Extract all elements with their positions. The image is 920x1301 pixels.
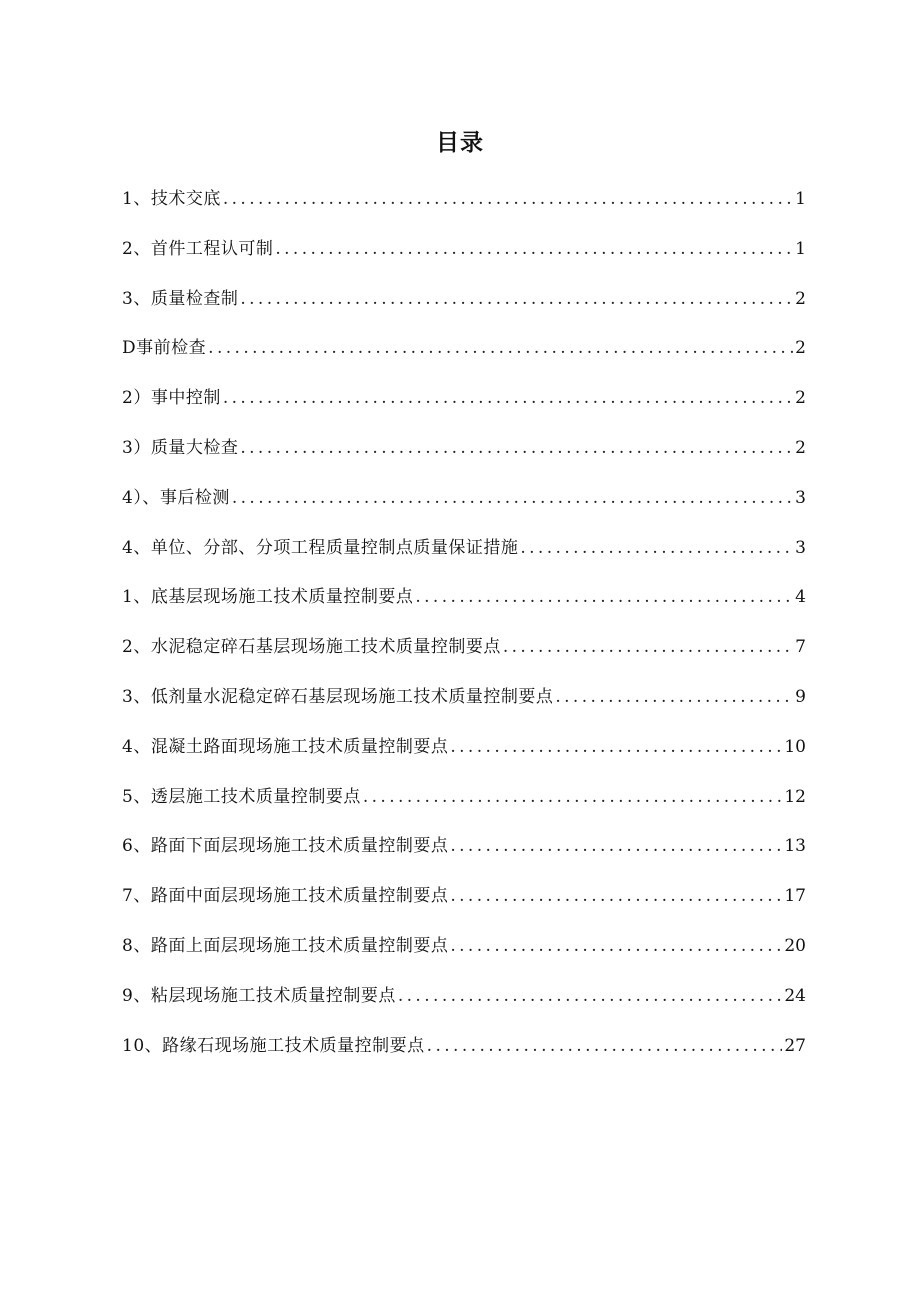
toc-entry [122,729,806,779]
toc-entry [122,878,806,928]
toc-page-number: 3 [795,537,806,558]
toc-dot-leader [518,530,793,566]
toc-page-number: 3 [795,487,806,508]
toc-title: 目录 [436,130,484,156]
toc-dot-leader [361,779,783,815]
toc-entry [122,579,806,629]
toc-entry-text: 2）事中控制 [122,388,221,409]
toc-dot-leader [425,1028,783,1064]
toc-dot-leader [238,430,793,466]
toc-page-number: 17 [784,886,806,907]
toc-entry-text: 2、水泥稳定碎石基层现场施工技术质量控制要点 [122,637,501,658]
toc-dot-leader [448,878,782,914]
toc-page-number: 1 [795,189,806,209]
toc-entry [122,480,806,530]
toc-page-number: 2 [795,388,806,409]
toc-entry [122,181,806,231]
toc-dot-leader [448,928,782,964]
toc-page-number: 24 [784,985,806,1006]
toc-entry-text: 8、路面上面层现场施工技术质量控制要点 [122,935,449,956]
toc-dot-leader [553,679,793,715]
toc-page-number: 12 [784,786,806,807]
toc-page-number: 9 [795,686,806,707]
toc-entry [122,530,806,580]
toc-list [122,181,806,1077]
toc-entry-text: 4、单位、分部、分项工程质量控制点质量保证措施 [122,537,519,558]
toc-entry-text: 7、路面中面层现场施工技术质量控制要点 [122,886,449,907]
toc-entry-text: 3、质量检查制 [122,288,239,309]
toc-dot-leader [206,330,793,366]
toc-dot-leader [501,629,793,665]
toc-entry-text: 3）质量大检查 [122,437,239,458]
toc-page-number: 4 [795,587,806,608]
toc-entry [122,779,806,829]
toc-page-number: 2 [795,338,806,359]
toc-entry [122,330,806,380]
toc-entry [122,380,806,430]
toc-entry-text: 4）、事后检测 [122,487,230,508]
toc-entry-text: 2、首件工程认可制 [122,238,274,259]
toc-entry [122,281,806,331]
toc-entry-text: 5、透层施工技术质量控制要点 [122,786,361,807]
toc-dot-leader [448,729,782,765]
toc-page-number: 2 [795,288,806,309]
toc-page-number: 20 [784,935,806,956]
toc-entry [122,978,806,1028]
toc-entry-text: 10、路缘石现场施工技术质量控制要点 [122,1035,425,1056]
toc-dot-leader [221,181,793,217]
toc-page-number: 27 [784,1035,806,1056]
toc-entry [122,928,806,978]
toc-page-number: 13 [784,836,806,857]
toc-entry [122,679,806,729]
toc-entry-text: 1、底基层现场施工技术质量控制要点 [122,587,414,608]
toc-page-number: 10 [784,736,806,757]
toc-entry-text: 4、混凝土路面现场施工技术质量控制要点 [122,736,449,757]
toc-dot-leader [413,579,793,615]
toc-entry-text: 3、低剂量水泥稳定碎石基层现场施工技术质量控制要点 [122,686,554,707]
toc-dot-leader [448,828,782,864]
toc-dot-leader [238,281,793,317]
toc-entry-text: 1、技术交底 [122,189,221,209]
toc-dot-leader [230,480,793,516]
toc-page-number: 7 [795,637,806,658]
toc-dot-leader [273,231,793,267]
toc-entry [122,430,806,480]
toc-page-number: 2 [795,437,806,458]
toc-entry [122,828,806,878]
toc-entry-text: D事前检查 [122,338,207,359]
toc-entry [122,629,806,679]
toc-entry [122,1028,806,1078]
toc-entry-text: 9、粘层现场施工技术质量控制要点 [122,985,396,1006]
toc-entry-text: 6、路面下面层现场施工技术质量控制要点 [122,836,449,857]
toc-dot-leader [221,380,793,416]
toc-page-number: 1 [795,238,806,259]
toc-entry [122,231,806,281]
toc-dot-leader [396,978,783,1014]
